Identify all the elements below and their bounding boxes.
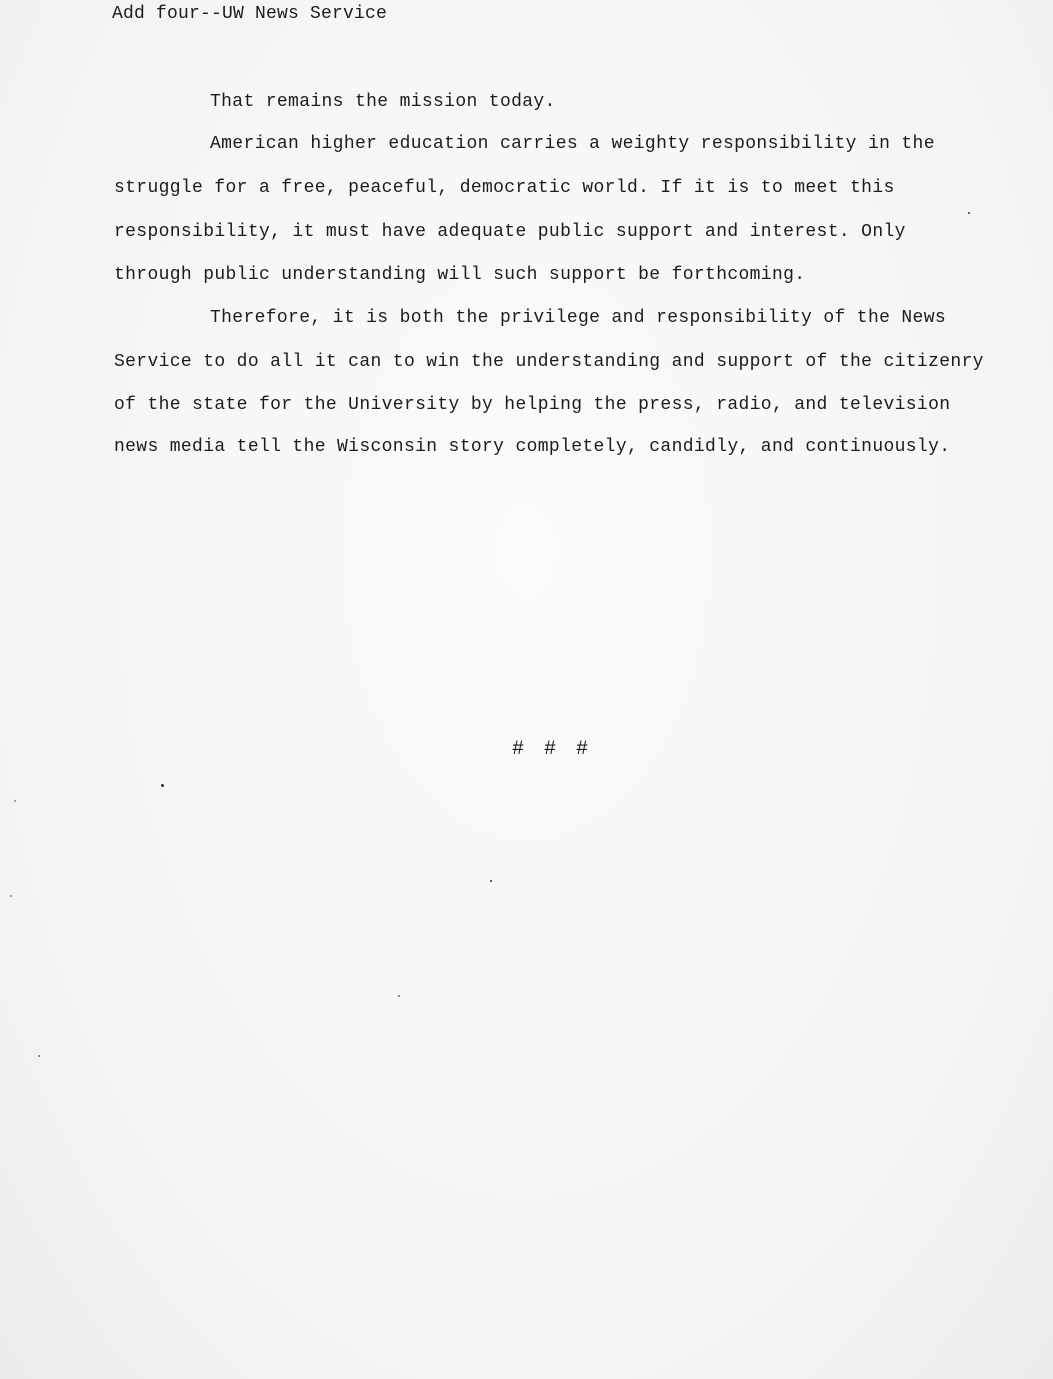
text-line: Service to do all it can to win the understanding and support of the citizenry [114, 352, 984, 372]
paper-speck [38, 1055, 40, 1057]
text-line: That remains the mission today. [210, 92, 556, 112]
paper-speck [490, 880, 492, 882]
paper-speck [161, 784, 164, 787]
page-header: Add four--UW News Service [112, 4, 388, 24]
paper-speck [968, 212, 970, 214]
text-line: news media tell the Wisconsin story completely, candidly, and continuously. [114, 437, 951, 457]
text-line: of the state for the University by helping the press, radio, and television [114, 395, 951, 415]
text-line: responsibility, it must have adequate public support and interest. Only [114, 222, 906, 242]
paper-speck [14, 800, 16, 802]
text-line: struggle for a free, peaceful, democratic world. If it is to meet this [114, 178, 895, 198]
paper-speck [10, 895, 12, 897]
text-line: through public understanding will such support be forthcoming. [114, 265, 806, 285]
text-line: American higher education carries a weighty responsibility in the [210, 134, 935, 154]
text-line: Therefore, it is both the privilege and responsibility of the News [210, 308, 947, 328]
paper-speck [398, 995, 400, 997]
end-mark: # # # [512, 738, 593, 761]
